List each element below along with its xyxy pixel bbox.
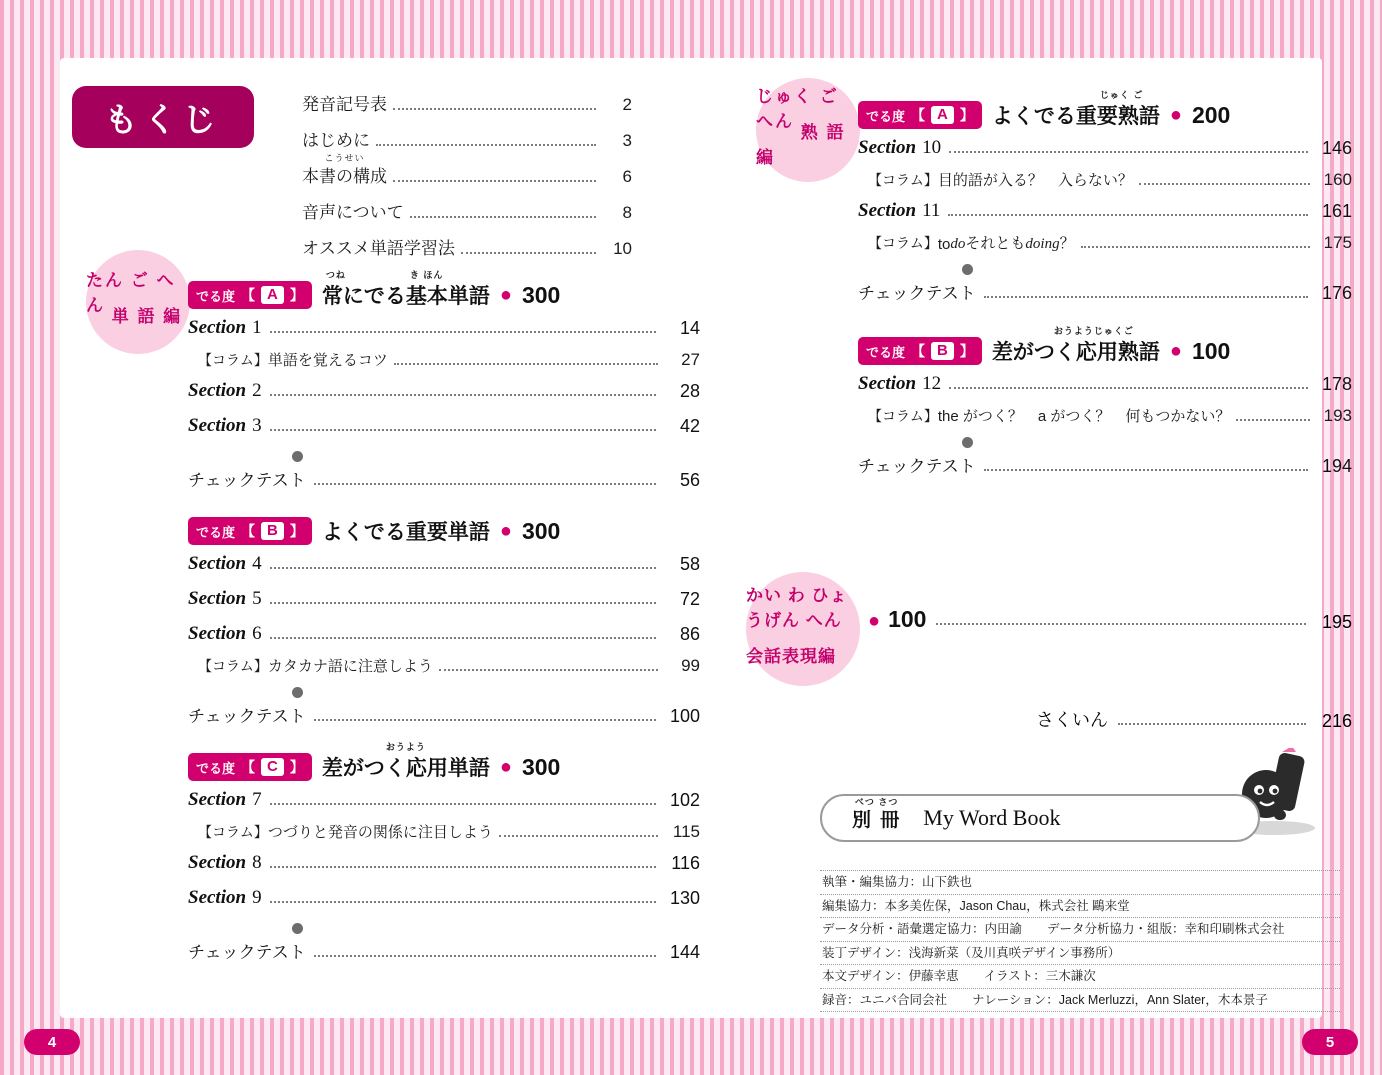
section-label: Section — [188, 887, 247, 908]
column-bracket: 【コラム】 — [198, 824, 268, 840]
badge-label: 会話表現編 — [746, 646, 836, 666]
credit-line: 装丁デザイン：浅海新菜（及川真咲デザイン事務所） — [820, 942, 1340, 966]
leader-dots — [314, 483, 656, 485]
rank-title-text: よくでる重要熟語 — [991, 105, 1160, 128]
list-item[interactable] — [188, 373, 700, 408]
leader-dots — [499, 835, 658, 837]
list-item[interactable] — [188, 616, 700, 651]
column-label: つづりと発音の関係に注目しよう — [267, 824, 493, 841]
leader-dots — [1081, 246, 1310, 248]
column-bracket: 【コラム】 — [868, 172, 938, 188]
badge-tango — [86, 250, 190, 354]
column-text-italic-1: do — [950, 236, 966, 252]
leader-dots — [393, 180, 596, 182]
leader-dots — [393, 108, 596, 110]
rank-count: 300 — [521, 517, 561, 544]
page-ref: 86 — [679, 624, 700, 644]
rank-header — [858, 326, 1352, 366]
page-ref: 193 — [1323, 406, 1352, 425]
rank-title: よくでる重要単語 — [321, 521, 490, 544]
section-label: Section — [188, 852, 247, 873]
leader-dots — [270, 602, 656, 604]
page-ref: 2 — [622, 95, 632, 114]
column-bracket: 【コラム】 — [868, 235, 938, 251]
list-item[interactable] — [188, 700, 700, 731]
list-item[interactable] — [188, 464, 700, 495]
list-item[interactable] — [188, 782, 700, 817]
separator-dot: ● — [499, 519, 512, 542]
ruby-text: おうよう — [385, 742, 426, 752]
column-label: カタカナ語に注意しよう — [267, 658, 433, 675]
credit-line: 本文デザイン：伊藤幸恵 イラスト：三木謙次 — [820, 965, 1340, 989]
page-ref: 130 — [669, 888, 700, 908]
list-item[interactable] — [858, 228, 1352, 256]
page-ref: 72 — [679, 589, 700, 609]
leader-dots — [439, 669, 658, 671]
bullet-dot — [292, 923, 303, 934]
list-item[interactable] — [188, 880, 700, 915]
book-spread — [60, 58, 1352, 1018]
front-matter-label: オススメ単語学習法 — [302, 239, 455, 258]
column-bracket: 【コラム】 — [198, 352, 268, 368]
column-text-mid: それとも — [965, 235, 1026, 252]
section-number: 2 — [252, 380, 262, 401]
deru-badge: でる度 【 B 】 — [188, 517, 312, 545]
section-label: Section — [188, 415, 247, 436]
column-label: 単語を覚えるコツ — [267, 352, 388, 369]
leader-dots — [1236, 419, 1310, 421]
front-matter-label: 発音記号表 — [302, 95, 387, 114]
column-label: 目的語が入る？ 入らない？ — [937, 172, 1133, 189]
leader-dots — [984, 469, 1308, 471]
section-number: 9 — [252, 887, 262, 908]
column-bracket: 【コラム】 — [868, 408, 938, 424]
bullet-dot — [962, 264, 973, 275]
list-item[interactable] — [858, 450, 1352, 481]
group-tango-b — [188, 516, 700, 731]
deru-label: でる度 — [196, 524, 236, 540]
separator-dot: ● — [1169, 339, 1182, 362]
list-item[interactable] — [188, 936, 700, 967]
rank-count: 300 — [521, 753, 561, 780]
section-label: Section — [188, 588, 247, 609]
page-ref: 10 — [613, 239, 632, 258]
page-ref: 100 — [669, 706, 700, 726]
leader-dots — [410, 216, 596, 218]
rank-title-text: 常にでる基本単語 — [321, 285, 490, 308]
credit-line: 執筆・編集協力：山下鉄也 — [820, 870, 1340, 895]
index-label: さくいん — [1036, 710, 1108, 730]
bullet-dot — [292, 451, 303, 462]
deru-label: でる度 — [866, 108, 906, 124]
leader-dots — [461, 252, 596, 254]
leader-dots — [376, 144, 596, 146]
section-label: Section — [188, 380, 247, 401]
bullet-dot — [962, 437, 973, 448]
leader-dots — [270, 866, 656, 868]
bullet-dot — [292, 687, 303, 698]
column-label: the がつく？ a がつく？ 何もつかない？ — [937, 408, 1231, 425]
column-text-pre: to — [937, 236, 951, 253]
page-ref: 178 — [1321, 374, 1352, 394]
leader-dots — [314, 719, 656, 721]
section-number: 8 — [252, 852, 262, 873]
deru-label: でる度 — [196, 288, 236, 304]
leader-dots — [394, 363, 658, 365]
badge-label: 単 語 編 — [111, 307, 183, 326]
page-ref: 28 — [679, 381, 700, 401]
bessatsu-label — [852, 796, 902, 832]
leader-dots — [270, 331, 656, 333]
page-ref: 99 — [681, 656, 700, 675]
page-ref: 58 — [679, 554, 700, 574]
leader-dots — [948, 214, 1308, 216]
leader-dots — [1118, 723, 1306, 725]
credits-block — [820, 870, 1340, 1012]
ruby-text: こうせい — [324, 153, 365, 163]
column-text-italic-2: doing — [1025, 236, 1060, 252]
rank-title — [321, 270, 490, 310]
kaiwa-row[interactable] — [868, 606, 1352, 633]
ruby-text: かい わ ひょうげん へん — [746, 585, 848, 630]
list-item[interactable] — [302, 84, 632, 120]
page-number-left: 4 — [24, 1029, 80, 1055]
ruby-text: じゅく ご へん — [756, 86, 839, 131]
deru-badge: でる度 【 A 】 — [188, 281, 312, 309]
section-number: 6 — [252, 623, 262, 644]
credit-line: 録音：ユニバ合同会社 ナレーション：Jack Merluzzi，Ann Slater，木本景子 — [820, 989, 1340, 1013]
page-ref: 102 — [669, 790, 700, 810]
leader-dots — [270, 394, 656, 396]
page-ref: 195 — [1321, 612, 1352, 632]
page-ref: 160 — [1323, 170, 1352, 189]
rank-title-text: 差がつく応用単語 — [321, 757, 490, 780]
page-ref: 216 — [1321, 711, 1352, 731]
list-item[interactable] — [188, 546, 700, 581]
page-ref: 194 — [1321, 456, 1352, 476]
leader-dots — [1139, 183, 1310, 185]
page-ref: 144 — [669, 942, 700, 962]
my-word-book-title: My Word Book — [923, 805, 1061, 830]
page-ref: 6 — [622, 167, 632, 186]
list-item[interactable] — [302, 153, 632, 192]
ruby-text: じゅく ご — [1099, 90, 1144, 100]
deru-label: でる度 — [196, 760, 236, 776]
credit-line: データ分析・語彙選定協力：内田諭 データ分析協力・組版：幸和印刷株式会社 — [820, 918, 1340, 942]
page-ref: 14 — [679, 318, 700, 338]
page-title: もくじ — [72, 86, 254, 148]
rank-count: 300 — [521, 281, 561, 308]
section-label: Section — [188, 623, 247, 644]
list-item[interactable] — [188, 408, 700, 443]
separator-dot: ● — [499, 755, 512, 778]
list-item[interactable] — [858, 193, 1352, 228]
rank-header — [858, 90, 1352, 130]
page-number-right: 5 — [1302, 1029, 1358, 1055]
leader-dots — [270, 901, 656, 903]
my-word-book-box[interactable] — [820, 794, 1260, 842]
section-label: Section — [858, 137, 917, 158]
section-label: Section — [188, 789, 247, 810]
leader-dots — [314, 955, 656, 957]
deru-label: でる度 — [866, 344, 906, 360]
section-label: Section — [858, 200, 917, 221]
leader-dots — [270, 429, 656, 431]
rank-title-text: 差がつく応用熟語 — [991, 341, 1160, 364]
index-row[interactable] — [1036, 706, 1352, 732]
check-test-label: チェックテスト — [188, 707, 306, 726]
list-item[interactable] — [302, 192, 632, 228]
credit-line: 編集協力：本多美佐保，Jason Chau，株式会社 鷗来堂 — [820, 895, 1340, 919]
list-item[interactable] — [188, 310, 700, 345]
section-number: 7 — [252, 789, 262, 810]
page-ref: 161 — [1321, 201, 1352, 221]
list-item[interactable] — [858, 277, 1352, 308]
front-matter-label: はじめに — [302, 131, 370, 150]
leader-dots — [270, 803, 656, 805]
front-matter-list — [302, 84, 632, 264]
group-jukugo-a — [858, 90, 1352, 308]
page-ref: 42 — [679, 416, 700, 436]
rank-title — [991, 326, 1160, 366]
check-test-label: チェックテスト — [858, 284, 976, 303]
page-ref: 3 — [622, 131, 632, 150]
bessatsu-text: 別 冊 — [852, 809, 902, 831]
group-tango-c — [188, 742, 700, 967]
separator-dot: ● — [1169, 103, 1182, 126]
ruby-text: べつ さつ — [854, 796, 899, 807]
ruby-text: たん ご へん — [86, 271, 176, 315]
check-test-label: チェックテスト — [858, 457, 976, 476]
leader-dots — [949, 387, 1308, 389]
section-number: 12 — [922, 373, 942, 394]
section-label: Section — [188, 553, 247, 574]
section-number: 3 — [252, 415, 262, 436]
rank-letter: A — [931, 106, 954, 124]
rank-header — [188, 742, 700, 782]
rank-title — [991, 90, 1160, 130]
list-item[interactable] — [858, 165, 1352, 193]
kaiwa-count: 100 — [888, 606, 927, 632]
front-matter-label — [302, 153, 387, 187]
rank-letter: B — [261, 522, 284, 540]
front-matter-label-text: 本書の構成 — [302, 167, 387, 186]
list-item[interactable] — [188, 845, 700, 880]
group-jukugo-b — [858, 326, 1352, 481]
check-test-label: チェックテスト — [188, 471, 306, 490]
rank-header — [188, 516, 700, 546]
ruby-text: おうようじゅくご — [1053, 326, 1134, 336]
page-ref: 27 — [681, 350, 700, 369]
page-ref: 8 — [622, 203, 632, 222]
page-ref: 176 — [1321, 283, 1352, 303]
list-item[interactable] — [188, 651, 700, 679]
separator-dot: ● — [499, 283, 512, 306]
section-number: 4 — [252, 553, 262, 574]
badge-label: 熟 語 編 — [756, 122, 846, 167]
page-ref: 115 — [672, 822, 700, 841]
column-bracket: 【コラム】 — [198, 658, 268, 674]
list-item[interactable] — [858, 401, 1352, 429]
list-item[interactable] — [302, 228, 632, 264]
list-item[interactable] — [188, 345, 700, 373]
list-item[interactable] — [188, 581, 700, 616]
rank-header — [188, 270, 700, 310]
rank-title — [321, 742, 490, 782]
page-ref: 56 — [679, 470, 700, 490]
rank-count: 200 — [1191, 101, 1231, 128]
list-item[interactable] — [188, 817, 700, 845]
page-ref: 175 — [1323, 233, 1352, 252]
page-ref: 146 — [1321, 138, 1352, 158]
separator-dot: ● — [868, 610, 881, 632]
rank-letter: C — [261, 758, 284, 776]
list-item[interactable] — [858, 366, 1352, 401]
deru-badge: でる度 【 A 】 — [858, 101, 982, 129]
rank-count: 100 — [1191, 337, 1231, 364]
deru-badge: でる度 【 C 】 — [188, 753, 312, 781]
leader-dots — [984, 296, 1308, 298]
section-label: Section — [858, 373, 917, 394]
front-matter-label: 音声について — [302, 203, 404, 222]
section-number: 5 — [252, 588, 262, 609]
leader-dots — [270, 637, 656, 639]
ruby-text: き ほん — [409, 270, 444, 280]
check-test-label: チェックテスト — [188, 943, 306, 962]
rank-letter: B — [931, 342, 954, 360]
rank-letter: A — [261, 286, 284, 304]
page-ref: 116 — [671, 853, 700, 873]
deru-badge: でる度 【 B 】 — [858, 337, 982, 365]
ruby-text: つね — [325, 270, 346, 280]
section-number: 10 — [922, 137, 942, 158]
leader-dots — [949, 151, 1308, 153]
leader-dots — [270, 567, 656, 569]
badge-jukugo — [756, 78, 860, 182]
column-text-post: ？ — [1059, 235, 1075, 252]
section-number: 11 — [922, 200, 941, 221]
section-label: Section — [188, 317, 247, 338]
group-tango-a — [188, 270, 700, 495]
badge-kaiwa — [746, 572, 860, 686]
leader-dots — [936, 623, 1306, 625]
section-number: 1 — [252, 317, 262, 338]
list-item[interactable] — [858, 130, 1352, 165]
